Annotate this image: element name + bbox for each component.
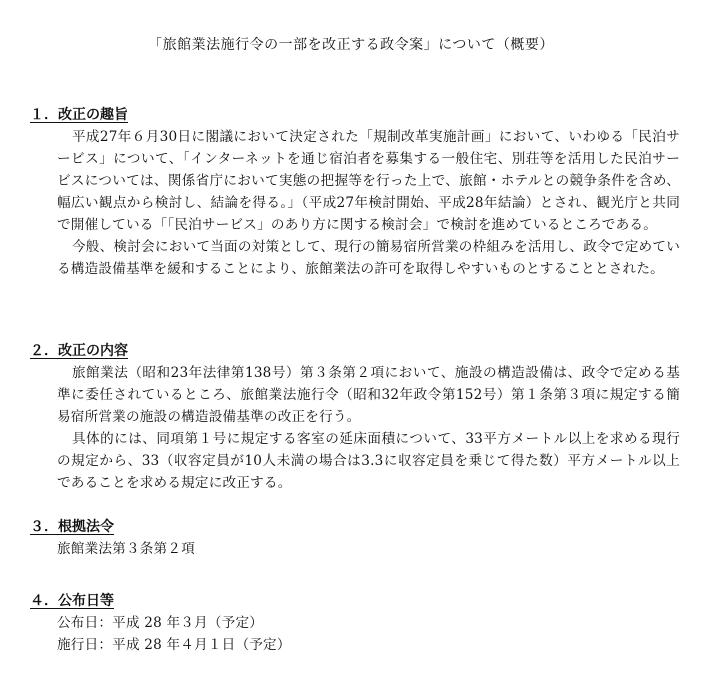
document-title: 「旅館業法施行令の一部を改正する政令案」について（概要）	[148, 37, 554, 53]
section-dates	[30, 590, 680, 656]
section-heading: ３．根拠法令	[30, 519, 114, 535]
promulgation-date-line: 公布日：平成 28 年３月（予定）	[57, 615, 264, 631]
section-paragraph: 平成27年６月30日に閣議において決定された「規制改革実施計画」において、いわゆる「民泊サービス」について、「インターネットを通じ宿泊者を募集する一般住宅、別荘等を活用した民泊サービスについては、関係省庁において実態の把握等を行った上で、旅館・ホテルとの競争条件を含め、幅広い観点から検討し、結論を得る。」（平成27年検討開始、平成28年結論）とされ、観光庁と共同で開催している「「民泊サービス」のあり方に関する検討会」で検討を進めているところである。	[57, 129, 680, 233]
section-paragraph: 具体的には、同項第１号に規定する客室の延床面積について、33平方メートル以上を求める現行の規定から、33（収容定員が10人未満の場合は3.3に収容定員を乗じて得た数）平方メートル以上であることを求める規定に改正する。	[57, 431, 680, 491]
enforcement-date-line: 施行日：平成 28 年４月１日（予定）	[57, 637, 291, 653]
section-paragraph: 旅館業法（昭和23年法律第138号）第３条第２項において、施設の構造設備は、政令で定める基準に委任されているところ、旅館業法施行令（昭和32年政令第152号）第１条第３項に規定する簡易宿所営業の施設の構造設備基準の改正を行う。	[57, 365, 680, 425]
section-heading: ２．改正の内容	[30, 343, 128, 359]
section-heading: １．改正の趣旨	[30, 107, 128, 123]
section-legal-basis	[30, 516, 680, 560]
legal-basis-line: 旅館業法第３条第２項	[57, 541, 195, 557]
section-content	[30, 340, 680, 494]
section-purpose	[30, 104, 680, 280]
section-heading: ４．公布日等	[30, 593, 114, 609]
section-paragraph: 今般、検討会において当面の対策として、現行の簡易宿所営業の枠組みを活用し、政令で定めている構造設備基準を緩和することにより、旅館業法の許可を取得しやすいものとすることとされた。	[57, 239, 680, 277]
